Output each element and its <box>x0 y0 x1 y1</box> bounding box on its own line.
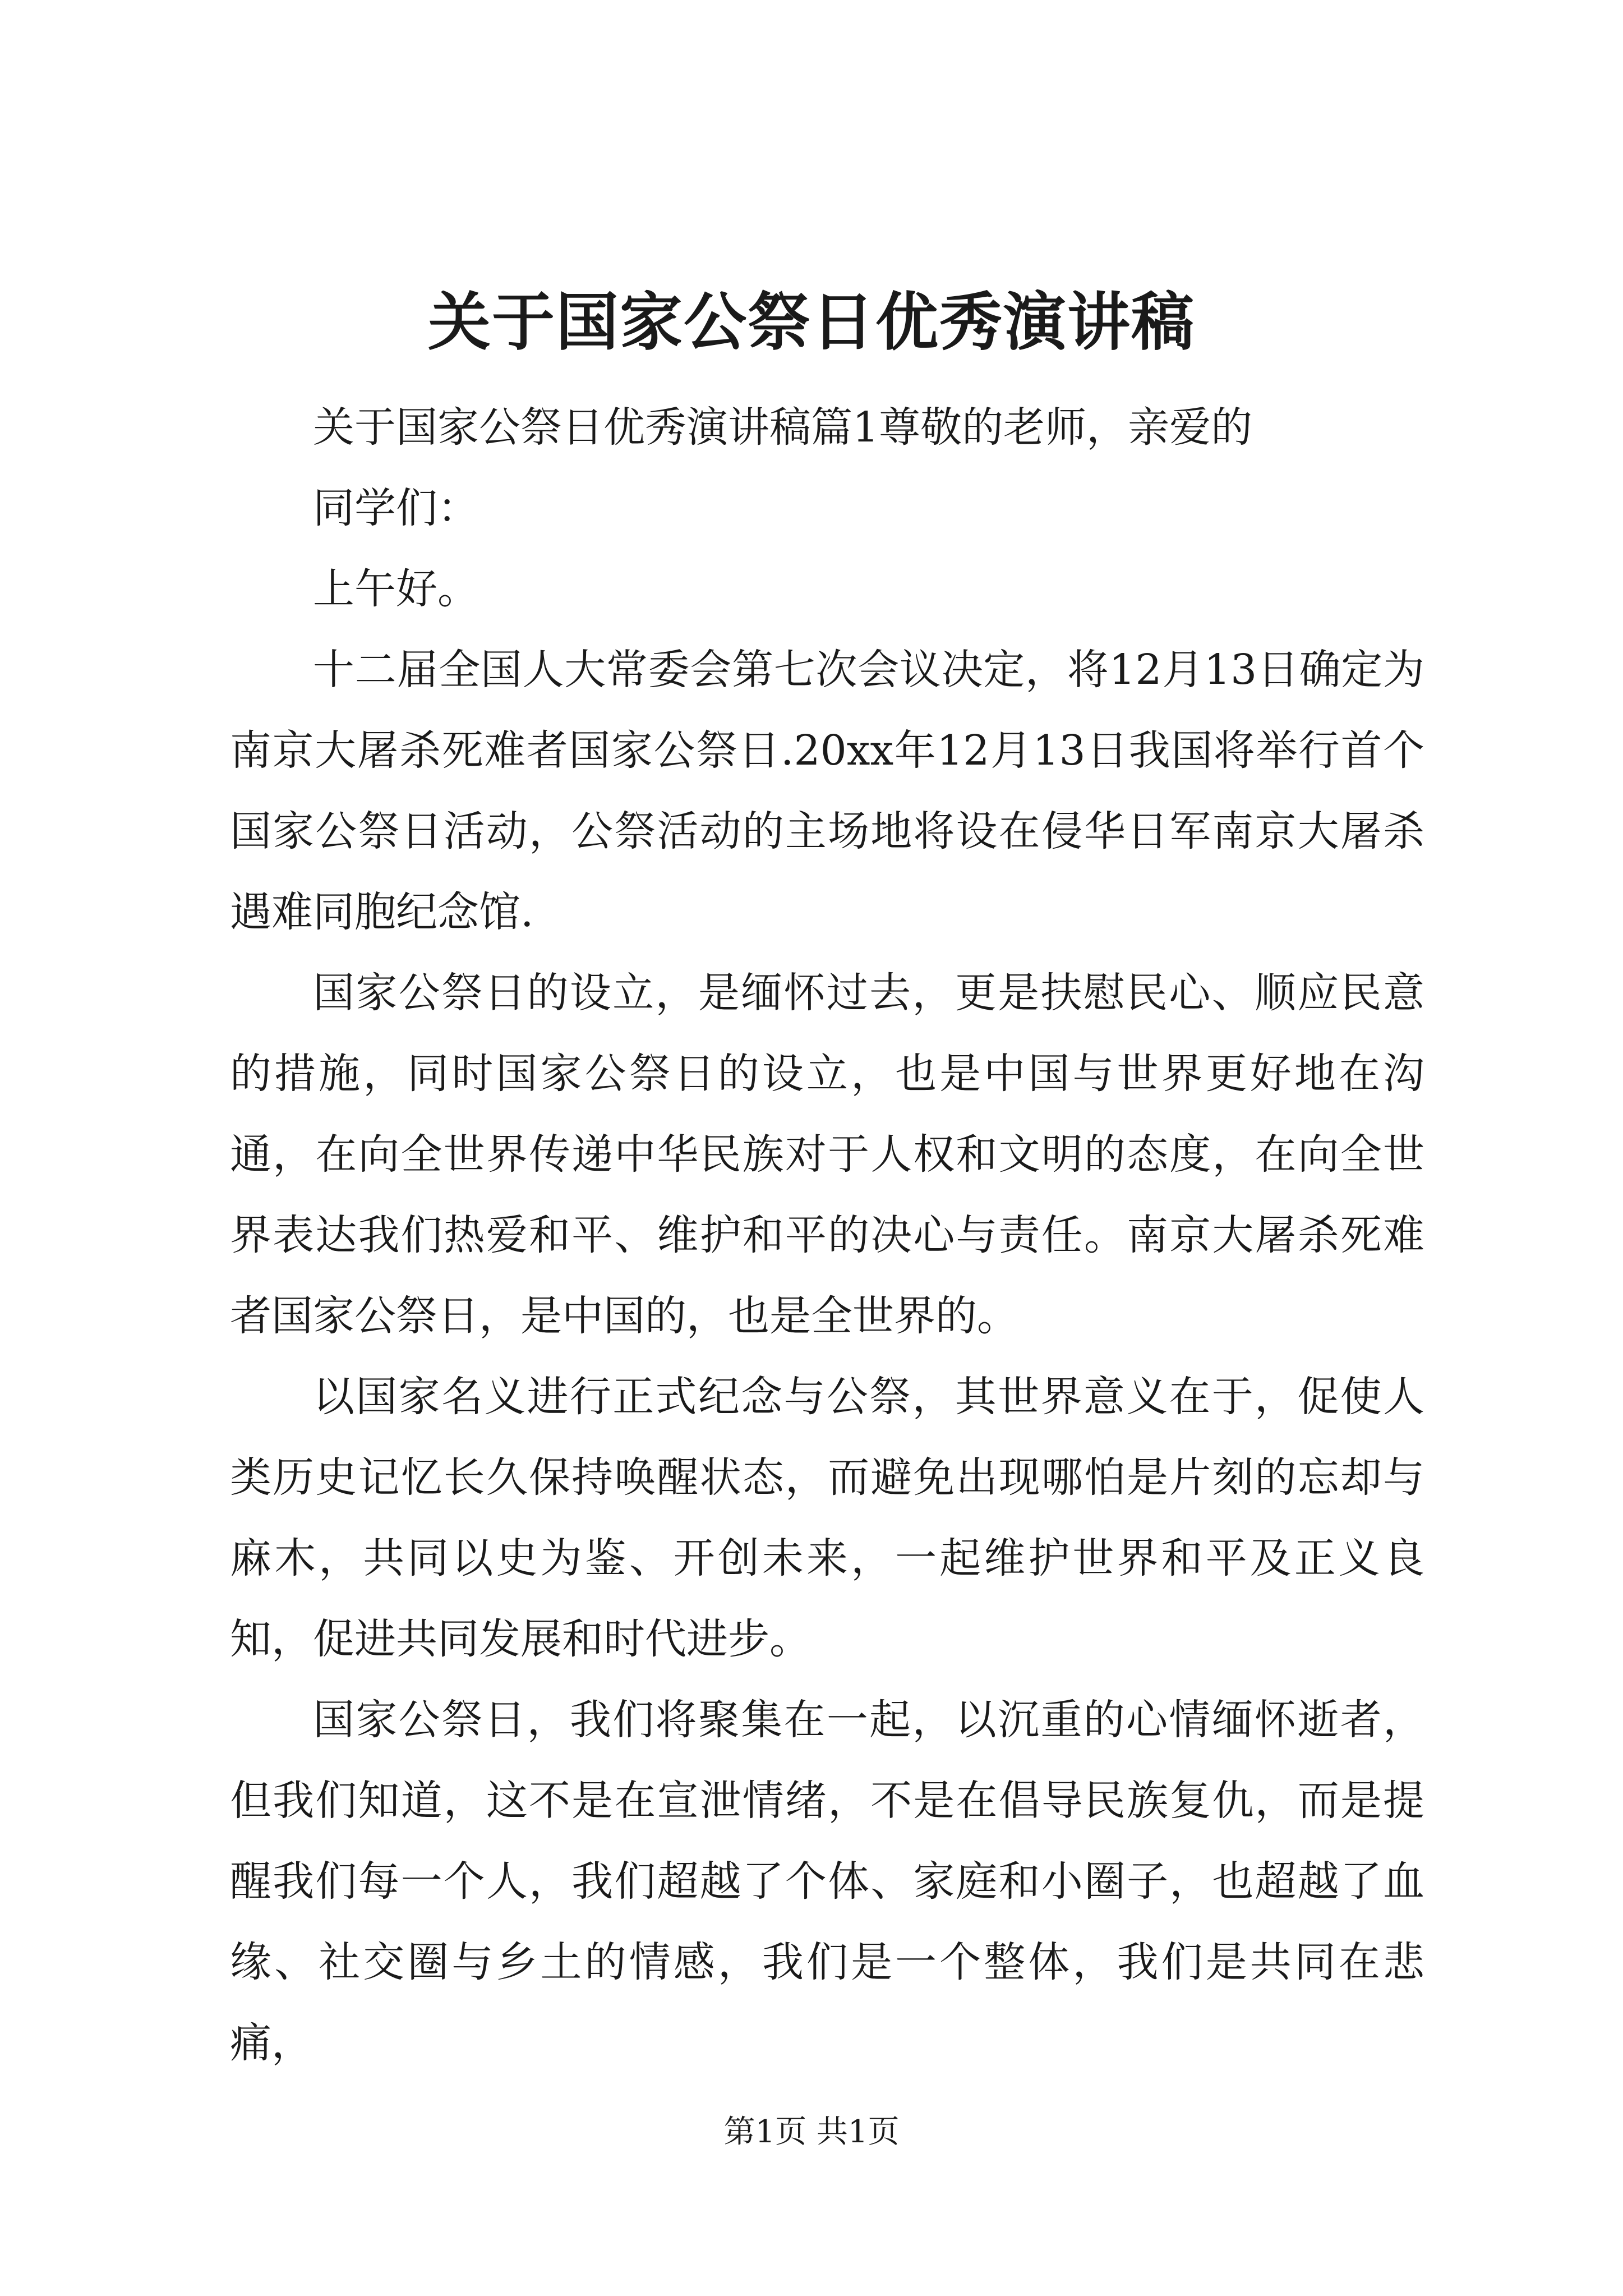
page-footer: 第1页 共1页 <box>723 2114 900 2150</box>
paragraph-decision: 十二届全国人大常委会第七次会议决定，将12月13日确定为南京大屠杀死难者国家公祭日.20xx年12月13日我国将举行首个国家公祭日活动，公祭活动的主场地将设在侵华日军南京大屠杀遇难同胞纪念馆. <box>230 646 1424 936</box>
paragraph-gathering: 国家公祭日，我们将聚集在一起，以沉重的心情缅怀逝者，但我们知道，这不是在宣泄情绪，不是在倡导民族复仇，而是提醒我们每一个人，我们超越了个体、家庭和小圈子，也超越了血缘、社交圈与乡土的情感，我们是一个整体，我们是共同在悲痛， <box>230 1696 1424 2067</box>
paragraph-salutation: 关于国家公祭日优秀演讲稿篇1尊敬的老师，亲爱的 <box>313 403 1253 452</box>
document-body <box>230 387 1424 2083</box>
paragraph-world-meaning: 以国家名义进行正式纪念与公祭，其世界意义在于，促使人类历史记忆长久保持唤醒状态，而避免出现哪怕是片刻的忘却与麻木，共同以史为鉴、开创未来，一起维护世界和平及正义良知，促进共同发展和时代进步。 <box>230 1373 1424 1663</box>
paragraph-greeting: 上午好。 <box>313 565 479 613</box>
document-title: 关于国家公祭日优秀演讲稿 <box>428 286 1195 359</box>
paragraph-significance: 国家公祭日的设立，是缅怀过去，更是扶慰民心、顺应民意的措施，同时国家公祭日的设立，也是中国与世界更好地在沟通，在向全世界传递中华民族对于人权和文明的态度，在向全世界表达我们热爱和平、维护和平的决心与责任。南京大屠杀死难者国家公祭日，是中国的，也是全世界的。 <box>230 969 1424 1340</box>
paragraph-audience: 同学们： <box>313 484 479 532</box>
